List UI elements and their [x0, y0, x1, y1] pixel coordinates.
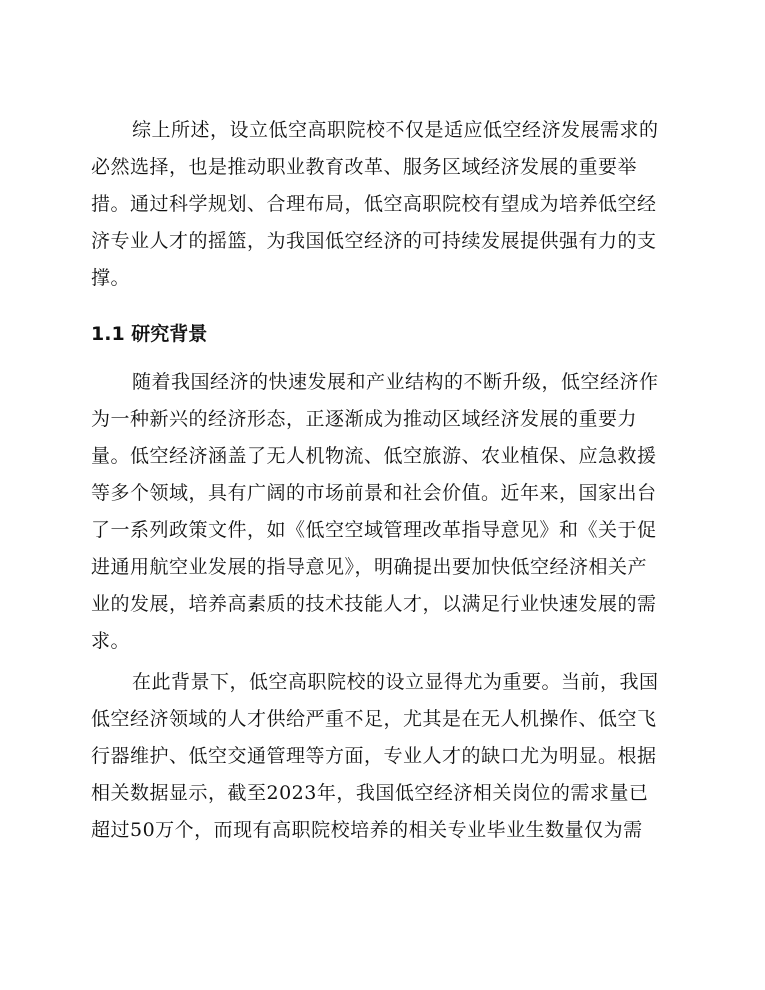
paragraph-line: 进通用航空业发展的指导意见》，明确提出要加快低空经济相关产 [91, 556, 648, 578]
paragraph-line: 超过50万个，而现有高职院校培养的相关专业毕业生数量仅为需 [91, 819, 643, 841]
paragraph-line: 求。 [91, 630, 131, 652]
paragraph-line: 在此背景下，低空高职院校的设立显得尤为重要。当前，我国 [132, 671, 659, 693]
paragraph-line: 低空经济领域的人才供给严重不足，尤其是在无人机操作、低空飞 [91, 708, 657, 730]
paragraph-line: 行器维护、低空交通管理等方面，专业人才的缺口尤为明显。根据 [91, 745, 657, 767]
paragraph-line: 济专业人才的摇篮，为我国低空经济的可持续发展提供强有力的支 [91, 230, 657, 252]
paragraph-line: 相关数据显示，截至2023年，我国低空经济相关岗位的需求量已 [91, 782, 649, 804]
paragraph-line: 等多个领域，具有广阔的市场前景和社会价值。近年来，国家出台 [91, 482, 657, 504]
paragraph-line: 综上所述，设立低空高职院校不仅是适应低空经济发展需求的 [132, 119, 659, 141]
paragraph-line: 业的发展，培养高素质的技术技能人才，以满足行业快速发展的需 [91, 593, 657, 615]
paragraph-line: 随着我国经济的快速发展和产业结构的不断升级，低空经济作 [132, 371, 659, 393]
paragraph-line: 了一系列政策文件，如《低空空域管理改革指导意见》和《关于促 [91, 519, 657, 541]
paragraph-line: 必然选择，也是推动职业教育改革、服务区域经济发展的重要举 [91, 156, 638, 178]
paragraph-line: 措。通过科学规划、合理布局，低空高职院校有望成为培养低空经 [91, 193, 657, 215]
paragraph-line: 撑。 [91, 267, 131, 289]
paragraph-line: 为一种新兴的经济形态，正逐渐成为推动区域经济发展的重要力 [91, 408, 638, 430]
paragraph-line: 量。低空经济涵盖了无人机物流、低空旅游、农业植保、应急救援 [91, 445, 657, 467]
section-heading: 1.1 研究背景 [91, 323, 208, 345]
